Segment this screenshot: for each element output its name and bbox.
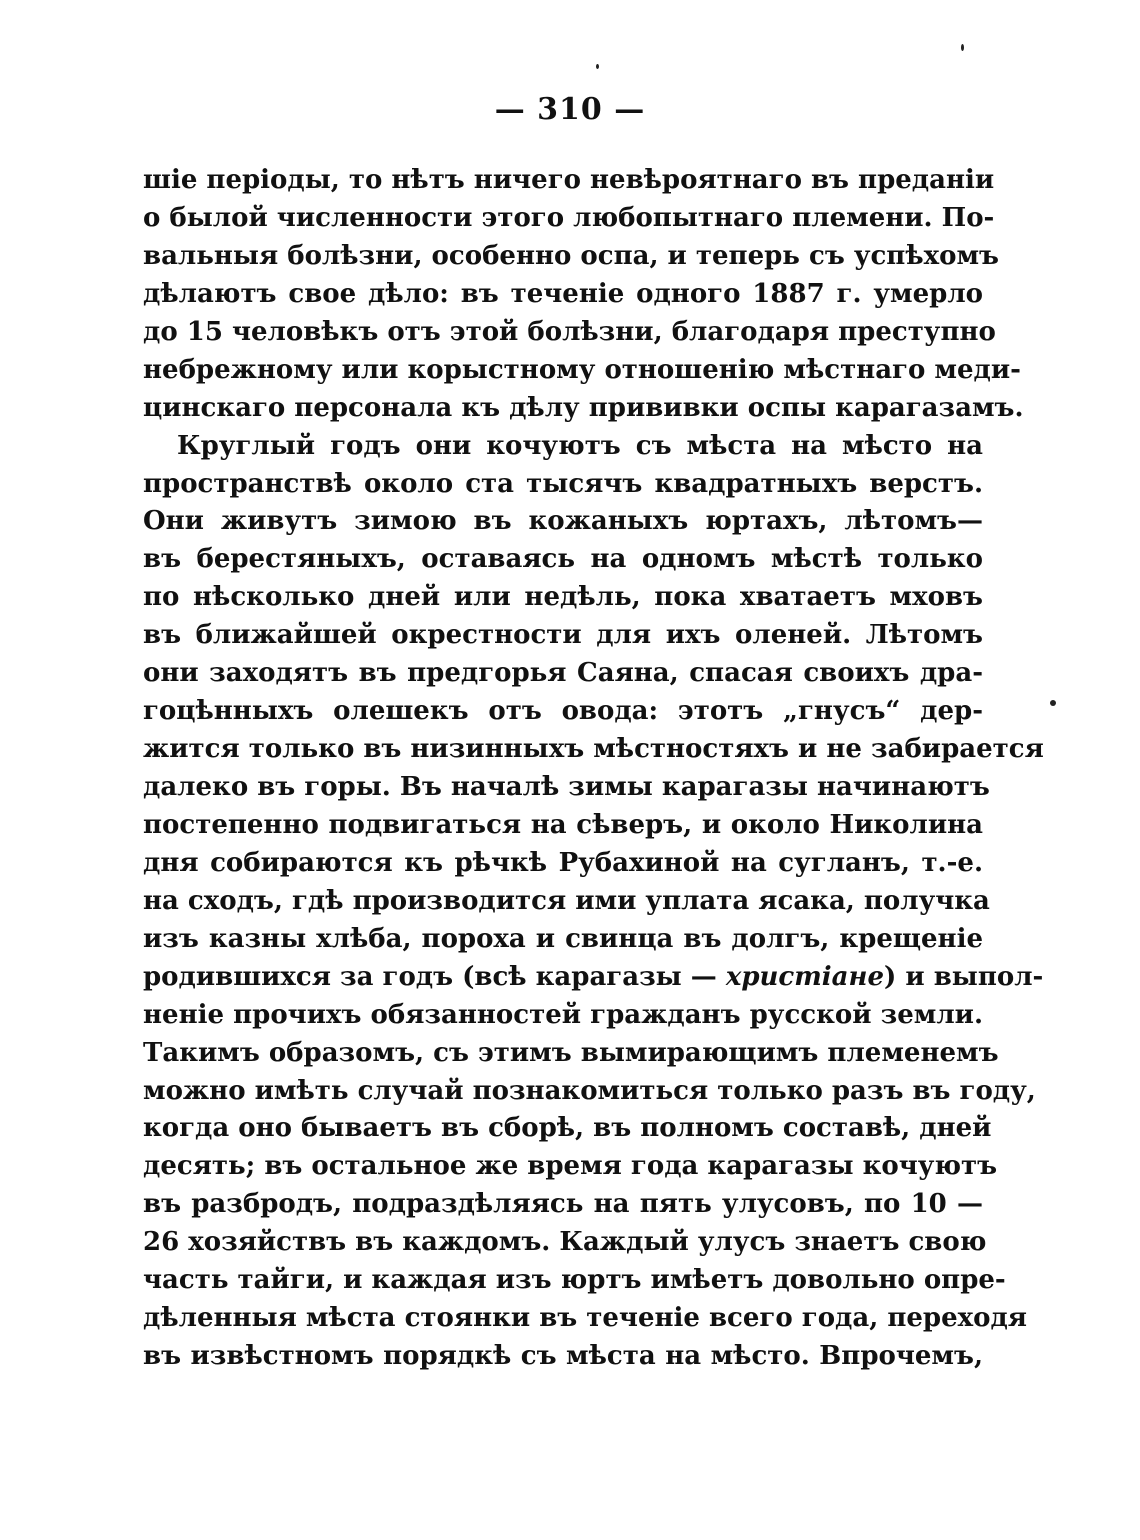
scan-speck [1050, 700, 1056, 706]
text-line: далеко въ горы. Въ началѣ зимы карагазы начинаютъ [143, 772, 990, 802]
text-line: по нѣсколько дней или недѣль, пока хватаетъ мховъ [143, 582, 983, 613]
page-number: — 310 — [494, 92, 646, 127]
text-line: изъ казны хлѣба, пороха и свинца въ долгъ, крещеніе [143, 923, 983, 954]
text-line: цинскаго персонала къ дѣлу прививки оспы карагазамъ. [143, 392, 1024, 423]
text-line: они заходятъ въ предгорья Саяна, спасая своихъ дра- [143, 658, 983, 689]
text-line: Они живутъ зимою въ кожаныхъ юртахъ, лѣтомъ— [143, 506, 983, 537]
text-line: дѣленныя мѣста стоянки въ теченіе всего года, переходя [143, 1303, 1027, 1334]
text-line: до 15 человѣкъ отъ этой болѣзни, благодаря преступно [143, 316, 996, 347]
text-line: дня собираются къ рѣчкѣ Рубахиной на сугланъ, т.-е. [143, 847, 983, 878]
text-line: гоцѣнныхъ олешекъ отъ овода: этотъ „гнусъ“ дер- [143, 696, 983, 727]
text-segment: родившихся за годъ (всѣ карагазы — [143, 961, 717, 992]
text-line: въ ближайшей окрестности для ихъ оленей. Лѣтомъ [143, 620, 983, 651]
text-line: въ берестяныхъ, оставаясь на одномъ мѣстѣ только [143, 544, 983, 575]
text-line: Такимъ образомъ, съ этимъ вымирающимъ племенемъ [143, 1037, 999, 1068]
text-line: можно имѣть случай познакомиться только разъ въ году, [143, 1075, 1036, 1106]
text-line: часть тайги, и каждая изъ юртъ имѣетъ довольно опре- [143, 1265, 1006, 1296]
text-line: въ разбродъ, подраздѣляясь на пять улусовъ, по 10 — [143, 1189, 983, 1220]
text-line: постепенно подвигаться на сѣверъ, и около Николина [143, 809, 983, 840]
text-line: въ извѣстномъ порядкѣ съ мѣста на мѣсто. Впрочемъ, [143, 1341, 983, 1372]
text-line: дѣлаютъ свое дѣло: въ теченіе одного 1887 г. умерло [143, 278, 983, 309]
text-line: когда оно бываетъ въ сборѣ, въ полномъ составѣ, дней [143, 1113, 992, 1144]
text-line: вальныя болѣзни, особенно оспа, и теперь съ успѣхомъ [143, 240, 999, 271]
body-text [143, 162, 1044, 1376]
text-segment: ) и выпол- [884, 961, 1044, 992]
text-line: жится только въ низинныхъ мѣстностяхъ и не забирается [143, 734, 1044, 765]
text-line: небрежному или корыстному отношенію мѣстнаго меди- [143, 354, 1021, 385]
text-line: на сходъ, гдѣ производится ими уплата ясака, получка [143, 885, 990, 916]
text-line: шіе періоды, то нѣтъ ничего невѣроятнаго въ преданіи [143, 165, 995, 195]
text-line: неніе прочихъ обязанностей гражданъ русской земли. [143, 999, 983, 1030]
scan-speck [596, 64, 599, 69]
text-line: десять; въ остальное же время года карагазы кочуютъ [143, 1151, 998, 1182]
italic-term: христіане [725, 961, 884, 992]
paragraph-first-line: Круглый годъ они кочуютъ съ мѣста на мѣсто на [177, 430, 983, 461]
scan-speck [961, 44, 964, 51]
text-line: пространствѣ около ста тысячъ квадратныхъ верстъ. [143, 468, 983, 499]
text-line: 26 хозяйствъ въ каждомъ. Каждый улусъ знаетъ свою [143, 1227, 987, 1258]
text-line: о былой численности этого любопытнаго племени. По- [143, 202, 995, 233]
text-line-with-italic [143, 959, 1044, 997]
